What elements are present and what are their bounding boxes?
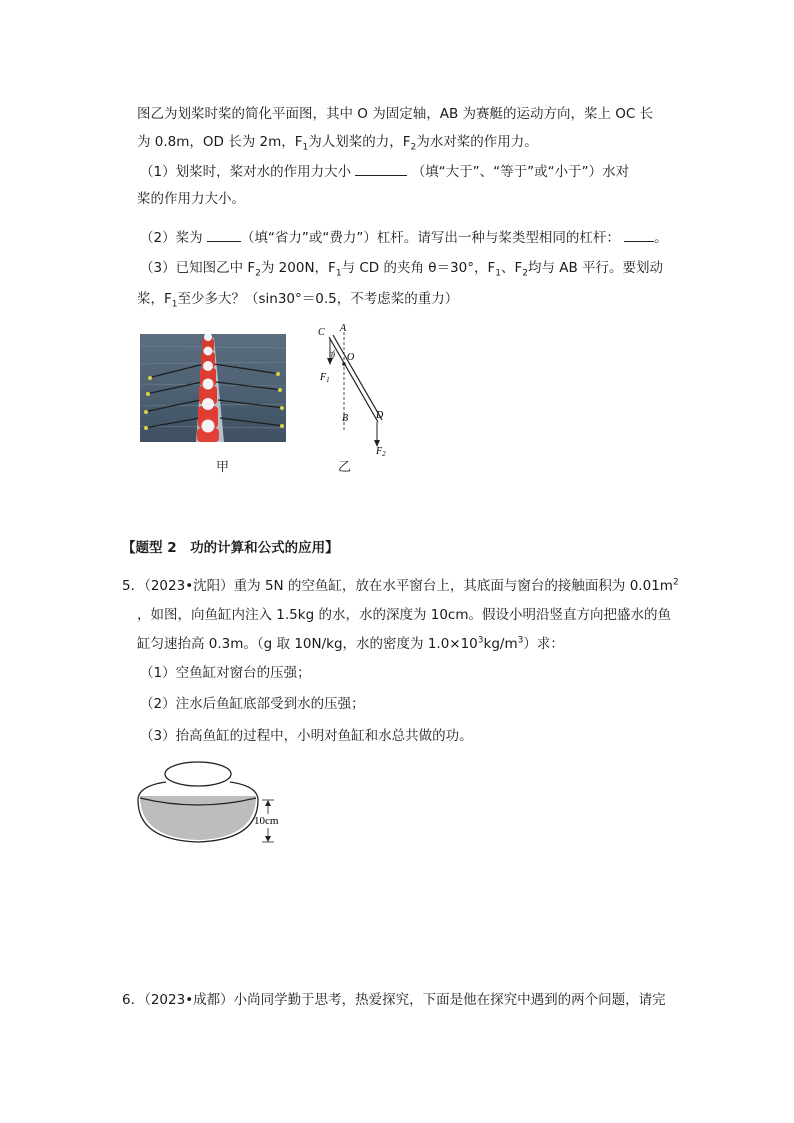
q4-line-6: （3）已知图乙中 $F_2$为 200N，$F_1$与 CD 的夹角 θ＝30°，$F_1$、$F_2$均与 AB 平行。要划动 [140,260,664,279]
q5-line-2: ，如图，向鱼缸内注入 1.5kg 的水，水的深度为 10cm。假设小明沿竖直方向把盛水的鱼 [137,607,671,623]
q4-line-4: 桨的作用力大小。 [137,191,245,207]
label-theta: θ [331,351,335,360]
answer-blank-2[interactable] [207,227,241,242]
section-title: 【题型 2 功的计算和公式的应用】 [122,540,339,556]
q4-line-1: 图乙为划桨时桨的简化平面图，其中 O 为固定轴，AB 为赛艇的运动方向，桨上 OC 长 [137,106,654,122]
fish-tank-diagram [136,756,296,848]
figure-caption-jia: 甲 [216,460,230,475]
label-b: B [342,413,349,424]
label-f2: $F_2$ [376,446,386,458]
q5-line-5: （2）注水后鱼缸底部受到水的压强； [140,696,365,712]
label-c: C [318,327,325,338]
q5-line-4: （1）空鱼缸对窗台的压强； [140,665,311,681]
label-a: A [340,323,347,334]
label-d: D [376,410,384,421]
q5-line-6: （3）抬高鱼缸的过程中，小明对鱼缸和水总共做的功。 [140,728,473,744]
answer-blank-3[interactable] [624,227,654,242]
q4-line-3: （1）划桨时，桨对水的作用力大小 （填“大于”、“等于”或“小于”）水对 [140,161,629,182]
rowing-photo [140,334,286,442]
q5-line-3: 缸匀速抬高 0.3m。（g 取 10N/kg，水的密度为 $1.0\times 10^3kg/m^3$）求： [137,635,564,652]
q4-line-5: （2）桨为 （填“省力”或“费力”）杠杆。请写出一种与桨类型相同的杠杆： 。 [140,227,668,248]
figure-caption-yi: 乙 [338,460,352,475]
q5-line-1: 5．（2023•沈阳）重为 5N 的空鱼缸，放在水平窗台上，其底面与窗台的接触面积为 $0.01m^2$ [122,577,679,594]
q4-line-2: 为 0.8m，OD 长为 2m，$F_1$为人划桨的力，$F_2$为水对桨的作用力。 [137,134,538,153]
label-f1: $F_1$ [320,372,330,384]
label-o: O [347,352,355,363]
q4-line-7: 桨，$F_1$至少多大？（sin30°＝0.5，不考虑桨的重力） [137,291,459,310]
answer-blank-1[interactable] [355,161,407,176]
lever-diagram [306,322,406,462]
depth-label: 10cm [254,815,279,827]
q6-line-1: 6．（2023•成都）小尚同学勤于思考，热爱探究，下面是他在探究中遇到的两个问题，请完 [122,992,666,1008]
